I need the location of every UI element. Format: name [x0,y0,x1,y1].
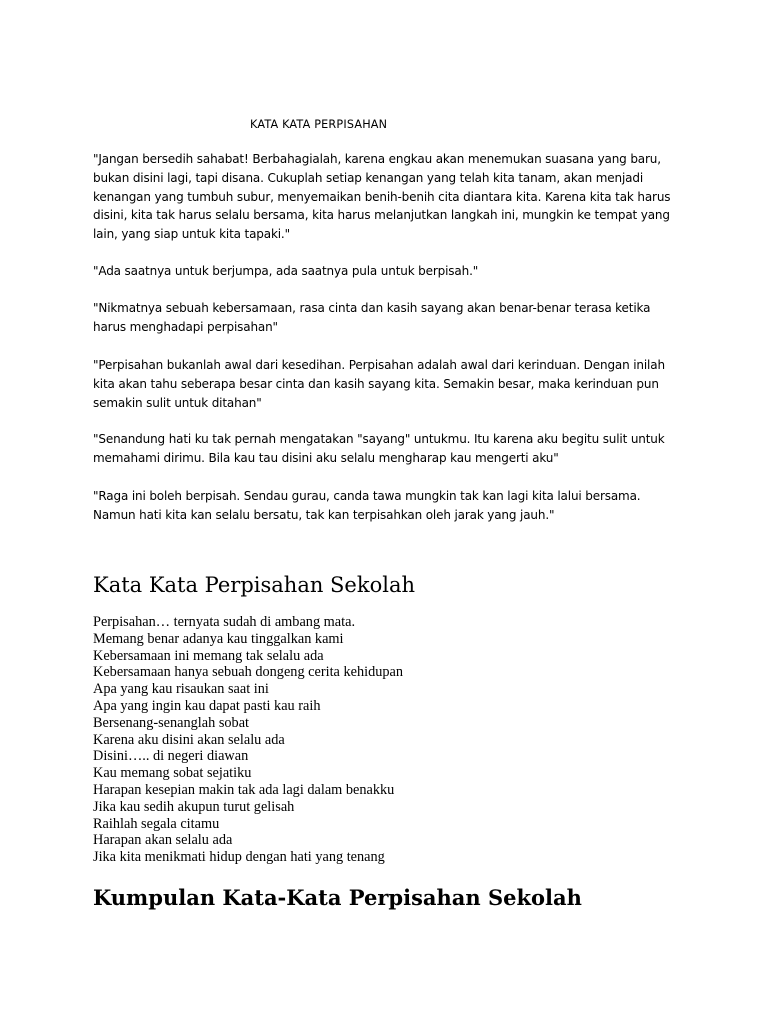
poem-line: Memang benar adanya kau tinggalkan kami [93,630,344,647]
poem-line: Raihlah segala citamu [93,815,220,832]
poem-line: Kebersamaan hanya sebuah dongeng cerita kehidupan [93,664,404,681]
quote-paragraph-3: "Nikmatnya sebuah kebersamaan, rasa cinta dan kasih sayang akan benar-benar terasa ketika harus menghadapi perpisahan" [93,301,651,334]
poem-line: Harapan akan selalu ada [93,832,233,849]
poem-block [93,614,403,866]
quote-paragraph-1: "Jangan bersedih sahabat! Berbahagialah, karena engkau akan menemukan suasana yang baru, bukan disini lagi, tapi disana. Cukuplah setiap kenangan yang telah kita tanam, akan menjadi kenangan yang tumbuh subur, menyemaikan benih-benih cita diantara kita. Karena kita tak harus disini, kita tak harus selalu bersama, kita harus melanjutkan langkah ini, mungkin ke tempat yang lain, yang siap untuk kita tapaki." [93,152,671,242]
poem-line: Bersenang-senanglah sobat [93,714,250,731]
quote-paragraph-2: "Ada saatnya untuk berjumpa, ada saatnya pula untuk berpisah." [93,264,479,278]
poem-line: Jika kita menikmati hidup dengan hati yang tenang [93,849,385,866]
poem-line: Kau memang sobat sejatiku [93,765,252,782]
poem-line: Jika kau sedih akupun turut gelisah [93,798,295,815]
poem-line: Apa yang kau risaukan saat ini [93,681,269,698]
poem-line: Perpisahan… ternyata sudah di ambang mata. [93,614,356,630]
poem-line: Apa yang ingin kau dapat pasti kau raih [93,697,321,714]
quote-paragraph-6: "Raga ini boleh berpisah. Sendau gurau, canda tawa mungkin tak kan lagi kita lalui bersama. Namun hati kita kan selalu bersatu, tak kan terpisahkan oleh jarak yang jauh." [93,489,641,522]
quote-paragraph-5: "Senandung hati ku tak pernah mengatakan "sayang" untukmu. Itu karena aku begitu sulit untuk memahami dirimu. Bila kau tau disini aku selalu mengharap kau mengerti aku" [93,432,665,465]
document-title: KATA KATA PERPISAHAN [250,118,388,131]
quote-paragraph-4: "Perpisahan bukanlah awal dari kesedihan. Perpisahan adalah awal dari kerinduan. Dengan inilah kita akan tahu seberapa besar cinta dan kasih sayang kita. Semakin besar, maka kerinduan pun semakin sulit untuk ditahan" [93,358,665,410]
poem-line: Harapan kesepian makin tak ada lagi dalam benakku [93,781,395,798]
poem-line: Disini….. di negeri diawan [93,748,249,765]
section-heading-kumpulan-kata-kata-perpisahan-sekolah: Kumpulan Kata-Kata Perpisahan Sekolah [93,885,582,910]
poem-line: Karena aku disini akan selalu ada [93,731,285,748]
poem-line: Kebersamaan ini memang tak selalu ada [93,647,324,664]
section-heading-kata-kata-perpisahan-sekolah: Kata Kata Perpisahan Sekolah [93,573,415,597]
